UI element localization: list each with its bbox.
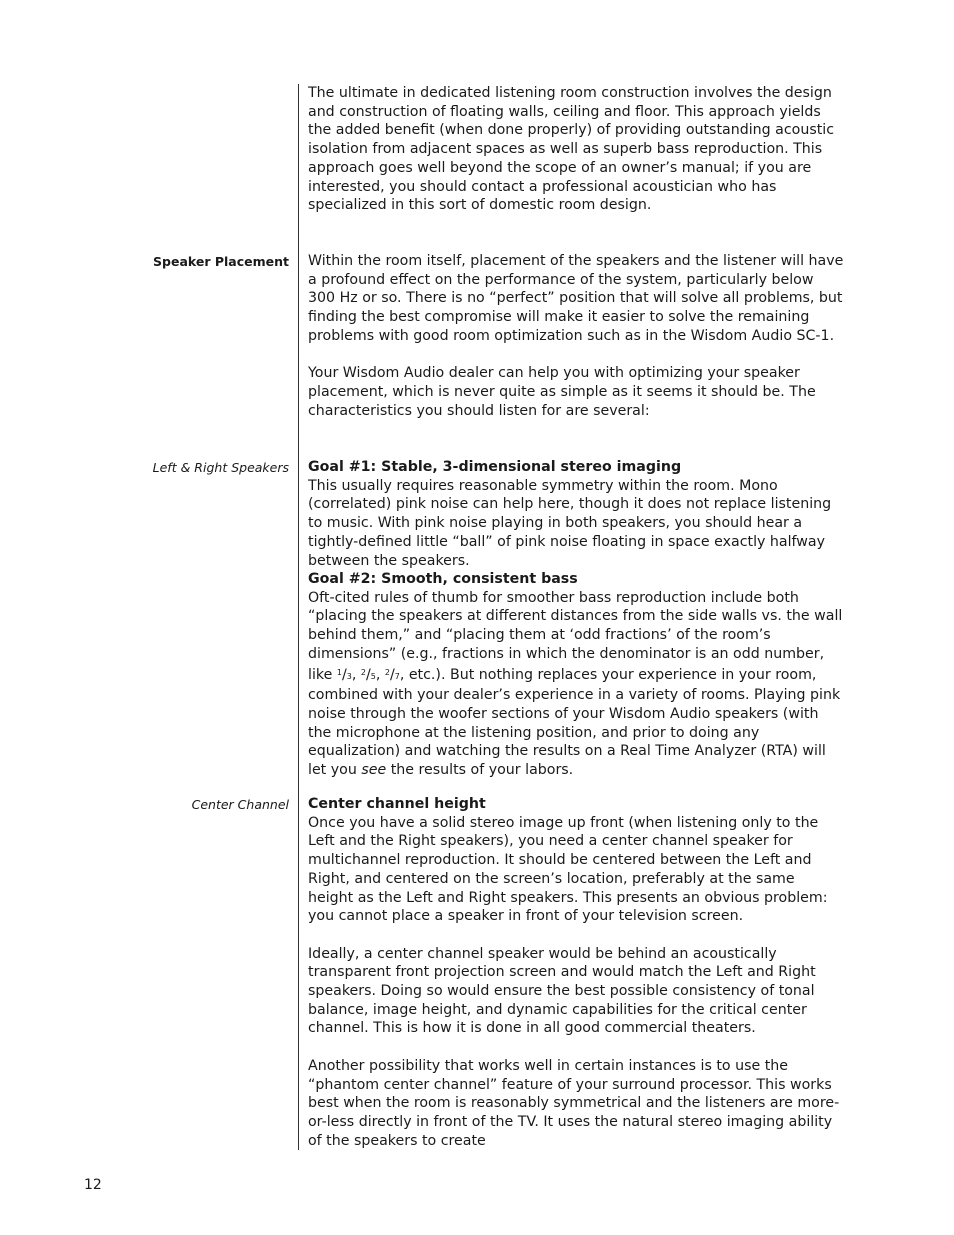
goal2-body: Oft-cited rules of thumb for smoother bass reproduction include both “placing the speakers at different distances from the side walls vs. the wall behind them,” and “placing them at ‘odd fractions’ of the room’s dimensions” (e.g., fractions in which the denominator is an odd number, like $^1$/3, $^2$/5, $^2$/7, etc.). But nothing replaces your experience in your room, combined with your dealer’s experience in a variety of rooms. Playing pink noise through the woofer sections of your Wisdom Audio speakers (with the microphone at the listening position, and prior to doing any equalization) and watching the results on a Real Time Analyzer (RTA) will let you see the results of your labors.: [308, 589, 843, 779]
placement-section: [308, 252, 844, 420]
goal1-section: [308, 458, 844, 570]
column-divider-rule: [298, 84, 299, 1150]
fraction-sep: ,: [351, 666, 361, 683]
goal2-heading: Goal #2: Smooth, consistent bass: [308, 571, 578, 587]
center-paragraph-1: Once you have a solid stereo image up front (when listening only to the Left and the Right speakers), you need a center channel speaker for multichannel reproduction. It should be centered between the Left and Right, and centered on the screen’s location, preferably at the same height as the Left and Right speakers. This presents an obvious problem: you cannot place a speaker in front of your television screen.: [308, 814, 828, 925]
goal2-body-b: , etc.). But nothing replaces your experience in your room, combined with your dealer’s experience in a variety of rooms. Playing pink noise through the woofer sections of your Wisdom Audio speakers (with the microphone at the listening position, and prior to doing any equalization) and watching the results on a Real Time Analyzer (RTA) will let you: [308, 666, 841, 779]
intro-section: [308, 84, 844, 215]
fraction-1-den: 3: [346, 671, 352, 681]
center-section: [308, 795, 844, 1150]
fraction-2-num: 2: [360, 667, 366, 677]
sidebar-left-right-speakers: Left & Right Speakers: [152, 460, 289, 475]
intro-paragraph: The ultimate in dedicated listening room construction involves the design and construction of floating walls, ceiling and floor. This approach yields the added benefit (when done properly) of providing outstanding acoustic isolation from adjacent spaces as well as superb bass reproduction. This approach goes well beyond the scope of an owner’s manual; if you are interested, you should contact a professional acoustician who has specialized in this sort of domestic room design.: [308, 85, 835, 214]
fraction-sep: ,: [375, 666, 385, 683]
fraction-2-den: 5: [370, 671, 376, 681]
goal2-section: [308, 570, 844, 780]
fraction-1-num: 1: [336, 667, 342, 677]
goal1-heading: Goal #1: Stable, 3-dimensional stereo imaging: [308, 459, 682, 475]
goal2-body-a: Oft-cited rules of thumb for smoother bass reproduction include both “placing the speakers at different distances from the side walls vs. the wall behind them,” and “placing them at ‘odd fractions’ of the room’s dimensions” (e.g., fractions in which the denominator is an odd number, like: [308, 589, 843, 683]
center-paragraph-2: Ideally, a center channel speaker would be behind an acoustically transparent front projection screen and would match the Left and Right speakers. Doing so would ensure the best possible consistency of tonal balance, image height, and dynamic capabilities for the critical center channel. This is how it is done in all good commercial theaters.: [308, 945, 816, 1037]
placement-paragraph-1: Within the room itself, placement of the speakers and the listener will have a profound effect on the performance of the system, particularly below 300 Hz or so. There is no “perfect” position that will solve all problems, but finding the best compromise will make it easier to solve the remaining problems with good room optimization such as in the Wisdom Audio SC-1.: [308, 253, 844, 344]
sidebar-center-channel: Center Channel: [191, 797, 289, 812]
fraction-3-num: 2: [384, 667, 390, 677]
goal1-body: This usually requires reasonable symmetry within the room. Mono (correlated) pink noise can help here, though it does not replace listening to music. With pink noise playing in both speakers, you should hear a tightly-defined little “ball” of pink noise floating in space exactly halfway between the speakers.: [308, 477, 832, 569]
placement-paragraph-2: Your Wisdom Audio dealer can help you with optimizing your speaker placement, which is never quite as simple as it seems it should be. The characteristics you should listen for are several:: [308, 365, 816, 419]
center-paragraph-3: Another possibility that works well in certain instances is to use the “phantom center channel” feature of your surround processor. This works best when the room is reasonably symmetrical and the listeners are more-or-less directly in front of the TV. It uses the natural stereo imaging ability of the speakers to create: [308, 1057, 840, 1149]
center-heading: Center channel height: [308, 796, 486, 812]
goal2-body-c: the results of your labors.: [386, 762, 574, 779]
page-number: 12: [84, 1177, 102, 1193]
sidebar-speaker-placement: Speaker Placement: [153, 254, 289, 269]
goal2-emphasis: see: [361, 762, 387, 779]
fraction-3-den: 7: [394, 671, 400, 681]
